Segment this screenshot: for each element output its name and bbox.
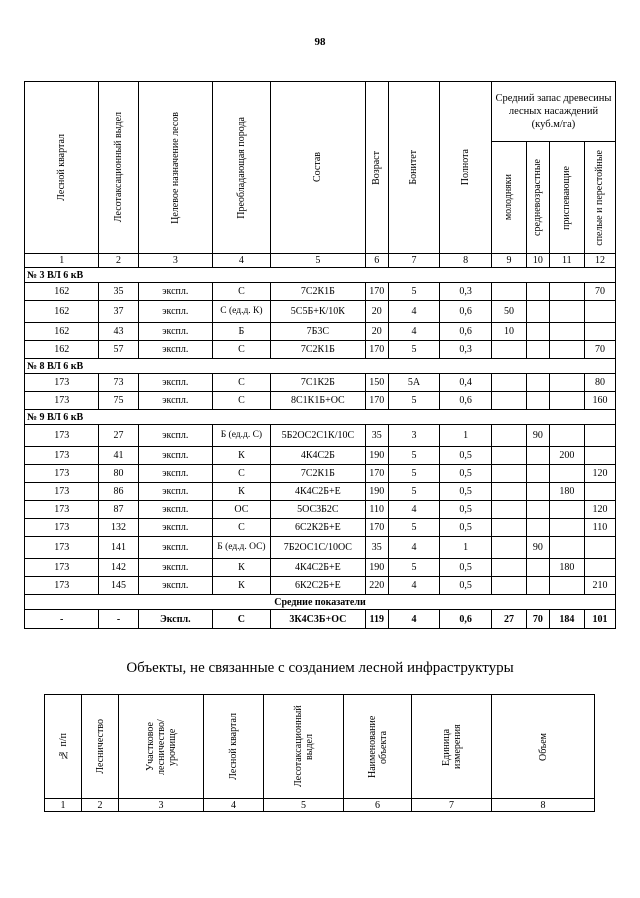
table-cell: С (ед.д. К) — [213, 301, 271, 323]
table-cell: 190 — [365, 559, 388, 577]
table-cell — [527, 519, 550, 537]
table-cell: 0,3 — [440, 341, 492, 359]
table-cell: 145 — [99, 577, 138, 595]
col-number: 6 — [344, 799, 412, 812]
table-cell — [527, 501, 550, 519]
table-cell — [549, 301, 584, 323]
table-cell: экспл. — [138, 425, 212, 447]
table-cell — [527, 559, 550, 577]
table-cell: 162 — [25, 341, 99, 359]
table-cell: 86 — [99, 483, 138, 501]
table-cell: экспл. — [138, 323, 212, 341]
table-cell: 0,5 — [440, 559, 492, 577]
table-cell: 57 — [99, 341, 138, 359]
group-header-row — [25, 410, 616, 425]
average-cell: - — [25, 610, 99, 629]
table-cell: 120 — [584, 501, 615, 519]
col-number: 2 — [82, 799, 119, 812]
group-title: № 9 ВЛ 6 кВ — [25, 410, 616, 425]
table-cell: 120 — [584, 465, 615, 483]
table-cell: 173 — [25, 447, 99, 465]
table-row — [25, 501, 616, 519]
table-cell: К — [213, 483, 271, 501]
header-kvartal: Лесной квартал — [204, 695, 264, 799]
average-cell: - — [99, 610, 138, 629]
objects-table — [44, 694, 595, 812]
table-row — [25, 425, 616, 447]
table-cell — [491, 341, 526, 359]
table-cell — [527, 341, 550, 359]
section-title: Объекты, не связанные с созданием лесной инфраструктуры — [126, 660, 514, 676]
table-row — [25, 577, 616, 595]
table-cell: экспл. — [138, 577, 212, 595]
group-title: № 3 ВЛ 6 кВ — [25, 268, 616, 283]
table-cell: экспл. — [138, 447, 212, 465]
table-cell — [491, 425, 526, 447]
header-molodnyaki: молодняки — [491, 142, 526, 254]
col-number: 2 — [99, 254, 138, 268]
table-cell: 6К2С2Б+Е — [270, 577, 365, 595]
table-cell: 173 — [25, 392, 99, 410]
col-number: 10 — [527, 254, 550, 268]
table-cell: 1 — [440, 425, 492, 447]
table-cell: 173 — [25, 537, 99, 559]
average-cell: С — [213, 610, 271, 629]
header-prispevayushchie: приспевающие — [549, 142, 584, 254]
table-cell: 1 — [440, 537, 492, 559]
table-cell: 200 — [549, 447, 584, 465]
header-vydel: Лесотаксационный выдел — [264, 695, 344, 799]
average-cell: 0,6 — [440, 610, 492, 629]
table-cell: ОС — [213, 501, 271, 519]
col-number: 9 — [491, 254, 526, 268]
average-cell: Экспл. — [138, 610, 212, 629]
average-cell: 119 — [365, 610, 388, 629]
table-cell — [584, 323, 615, 341]
table-cell: 0,6 — [440, 323, 492, 341]
table-cell: 173 — [25, 465, 99, 483]
header-zapas: Средний запас древесины лесных насаждений (куб.м/га) — [491, 82, 615, 142]
table-cell — [527, 301, 550, 323]
header-vozrast: Возраст — [365, 82, 388, 254]
table-cell — [527, 392, 550, 410]
table-cell: 180 — [549, 559, 584, 577]
table-cell: экспл. — [138, 465, 212, 483]
table-cell: 0,5 — [440, 483, 492, 501]
table-cell: 5 — [388, 392, 440, 410]
column-numbers-row — [45, 799, 595, 812]
table-cell: 0,5 — [440, 447, 492, 465]
average-cell: 4 — [388, 610, 440, 629]
table-cell: 170 — [365, 392, 388, 410]
table-cell — [584, 537, 615, 559]
table-cell: 35 — [365, 425, 388, 447]
table-cell: 150 — [365, 374, 388, 392]
table-cell — [491, 447, 526, 465]
table-cell — [491, 483, 526, 501]
table-cell: 4К4С2Б — [270, 447, 365, 465]
table-cell: 0,5 — [440, 519, 492, 537]
table-cell: 170 — [365, 341, 388, 359]
table-body — [25, 268, 616, 595]
table-cell: 160 — [584, 392, 615, 410]
table-cell: экспл. — [138, 519, 212, 537]
group-title: № 8 ВЛ 6 кВ — [25, 359, 616, 374]
col-number: 8 — [440, 254, 492, 268]
table-cell: 4 — [388, 301, 440, 323]
table-cell — [491, 537, 526, 559]
table-cell: 173 — [25, 425, 99, 447]
table-cell: 7С2К1Б — [270, 283, 365, 301]
group-header-row — [25, 359, 616, 374]
col-number: 7 — [388, 254, 440, 268]
table-cell: экспл. — [138, 374, 212, 392]
table-cell: С — [213, 519, 271, 537]
header-edinica: Единица измерения — [412, 695, 492, 799]
table-cell: экспл. — [138, 501, 212, 519]
header-sostav: Состав — [270, 82, 365, 254]
average-cell: 3К4С3Б+ОС — [270, 610, 365, 629]
table-cell: 180 — [549, 483, 584, 501]
table-cell — [527, 283, 550, 301]
table-cell — [549, 577, 584, 595]
table-cell: Б — [213, 323, 271, 341]
table-cell: 210 — [584, 577, 615, 595]
table-cell: 6С2К2Б+Е — [270, 519, 365, 537]
table-cell: 7Б2ОС1С/10ОС — [270, 537, 365, 559]
table-cell: 110 — [584, 519, 615, 537]
table-cell: 110 — [365, 501, 388, 519]
table-cell — [491, 559, 526, 577]
table-cell: 141 — [99, 537, 138, 559]
table-cell: 0,3 — [440, 283, 492, 301]
table-cell: 37 — [99, 301, 138, 323]
table-cell — [527, 577, 550, 595]
table-cell: 170 — [365, 465, 388, 483]
table-cell: 5 — [388, 341, 440, 359]
table-cell: 170 — [365, 519, 388, 537]
table-cell: 4К4С2Б+Е — [270, 483, 365, 501]
table-cell — [584, 483, 615, 501]
table-cell: 0,6 — [440, 301, 492, 323]
table-row — [25, 283, 616, 301]
table-cell: Б (ед.д. С) — [213, 425, 271, 447]
table-cell — [527, 323, 550, 341]
header-obem: Объем — [492, 695, 595, 799]
page-number: 98 — [314, 36, 326, 48]
table-cell: 4 — [388, 537, 440, 559]
table-cell — [549, 374, 584, 392]
table-cell: 162 — [25, 323, 99, 341]
table-cell: 35 — [365, 537, 388, 559]
group-header-row — [25, 268, 616, 283]
table-cell: 50 — [491, 301, 526, 323]
table-cell: 5 — [388, 559, 440, 577]
table-cell — [549, 519, 584, 537]
table-cell: С — [213, 392, 271, 410]
table-row — [25, 483, 616, 501]
table-cell: 8С1К1Б+ОС — [270, 392, 365, 410]
table-cell: 4 — [388, 323, 440, 341]
table-cell — [549, 425, 584, 447]
table-cell: 132 — [99, 519, 138, 537]
table-cell: 162 — [25, 283, 99, 301]
header-naimenovanie: Наименование объекта — [344, 695, 412, 799]
table-cell: 4 — [388, 501, 440, 519]
table-cell: 5 — [388, 483, 440, 501]
col-number: 6 — [365, 254, 388, 268]
table-row — [25, 323, 616, 341]
table-cell: 70 — [584, 283, 615, 301]
average-title: Средние показатели — [25, 595, 616, 610]
table-cell: 0,5 — [440, 577, 492, 595]
table-cell: экспл. — [138, 559, 212, 577]
table-cell: 80 — [99, 465, 138, 483]
header-spelye: спелые и перестойные — [584, 142, 615, 254]
table-cell: 173 — [25, 577, 99, 595]
table-cell: 90 — [527, 537, 550, 559]
table-row — [25, 341, 616, 359]
table-cell: 43 — [99, 323, 138, 341]
forest-stands-table — [24, 81, 616, 629]
col-number: 3 — [138, 254, 212, 268]
table-cell — [491, 577, 526, 595]
table-cell — [527, 447, 550, 465]
table-row — [25, 537, 616, 559]
table-cell: 7С2К1Б — [270, 341, 365, 359]
table-cell: 173 — [25, 483, 99, 501]
table-cell: 173 — [25, 559, 99, 577]
table-cell: С — [213, 283, 271, 301]
table-cell: 5А — [388, 374, 440, 392]
table-cell — [584, 301, 615, 323]
header-uchastkovoe: Участковое лесничество/урочище — [119, 695, 204, 799]
table-cell: 162 — [25, 301, 99, 323]
table-cell: 27 — [99, 425, 138, 447]
table-cell: 5 — [388, 519, 440, 537]
col-number: 11 — [549, 254, 584, 268]
table-cell: 190 — [365, 483, 388, 501]
table-cell: экспл. — [138, 301, 212, 323]
table-cell: 10 — [491, 323, 526, 341]
col-number: 12 — [584, 254, 615, 268]
table-cell: 5 — [388, 447, 440, 465]
table-cell — [549, 392, 584, 410]
average-cell: 184 — [549, 610, 584, 629]
table-cell: 5ОС3Б2С — [270, 501, 365, 519]
table-cell: 142 — [99, 559, 138, 577]
table-cell: 5 — [388, 283, 440, 301]
table-cell — [549, 465, 584, 483]
table-cell: 35 — [99, 283, 138, 301]
table-cell — [491, 519, 526, 537]
col-number: 1 — [45, 799, 82, 812]
table-cell — [527, 483, 550, 501]
table-cell — [584, 425, 615, 447]
table-row — [25, 559, 616, 577]
table-cell: 70 — [584, 341, 615, 359]
table-cell — [491, 374, 526, 392]
table-cell: 0,4 — [440, 374, 492, 392]
table-cell: экспл. — [138, 283, 212, 301]
table-row — [25, 519, 616, 537]
table-row — [25, 301, 616, 323]
table-cell: 73 — [99, 374, 138, 392]
table-cell: К — [213, 559, 271, 577]
average-cell: 101 — [584, 610, 615, 629]
table-cell — [491, 501, 526, 519]
table-cell: экспл. — [138, 341, 212, 359]
col-number: 3 — [119, 799, 204, 812]
table-row — [25, 392, 616, 410]
header-bonitet: Бонитет — [388, 82, 440, 254]
table-cell: К — [213, 577, 271, 595]
table-cell: 0,5 — [440, 501, 492, 519]
table-cell — [549, 537, 584, 559]
header-polnota: Полнота — [440, 82, 492, 254]
table-cell: 4К4С2Б+Е — [270, 559, 365, 577]
col-number: 1 — [25, 254, 99, 268]
header-srednevozrastnye: средневозрастные — [527, 142, 550, 254]
table-cell — [491, 465, 526, 483]
table-cell: 87 — [99, 501, 138, 519]
table-cell: экспл. — [138, 483, 212, 501]
table-cell: 3 — [388, 425, 440, 447]
average-cell: 70 — [527, 610, 550, 629]
col-number: 4 — [204, 799, 264, 812]
table-cell: 173 — [25, 519, 99, 537]
table-cell: 173 — [25, 501, 99, 519]
table-cell: Б (ед.д. ОС) — [213, 537, 271, 559]
table-cell: 0,5 — [440, 465, 492, 483]
table-cell — [549, 341, 584, 359]
table-cell: С — [213, 341, 271, 359]
average-cell: 27 — [491, 610, 526, 629]
table-cell: 7С2К1Б — [270, 465, 365, 483]
table-cell: 7С1К2Б — [270, 374, 365, 392]
header-poroda: Преобладающая порода — [213, 82, 271, 254]
table-cell: С — [213, 465, 271, 483]
average-row — [25, 610, 616, 629]
header-nomer: № п/п — [45, 695, 82, 799]
table-cell: 190 — [365, 447, 388, 465]
table-cell — [549, 501, 584, 519]
table-cell — [549, 283, 584, 301]
col-number: 5 — [264, 799, 344, 812]
table-cell — [527, 465, 550, 483]
header-naznachenie: Целевое назначение лесов — [138, 82, 212, 254]
table-cell: 75 — [99, 392, 138, 410]
header-vydel: Лесотаксационный выдел — [99, 82, 138, 254]
table-cell: 0,6 — [440, 392, 492, 410]
table-cell — [491, 283, 526, 301]
table-cell: 173 — [25, 374, 99, 392]
col-number: 7 — [412, 799, 492, 812]
column-numbers-row — [25, 254, 616, 268]
header-lesnichestvo: Лесничество — [82, 695, 119, 799]
table-cell: 170 — [365, 283, 388, 301]
table-cell: экспл. — [138, 537, 212, 559]
table-cell: 7Б3С — [270, 323, 365, 341]
table-cell: 220 — [365, 577, 388, 595]
header-kvartal: Лесной квартал — [25, 82, 99, 254]
table-cell — [584, 447, 615, 465]
table-cell: С — [213, 374, 271, 392]
table-cell: 90 — [527, 425, 550, 447]
table-cell: 41 — [99, 447, 138, 465]
table-cell: 20 — [365, 323, 388, 341]
table-cell — [527, 374, 550, 392]
table-row — [25, 447, 616, 465]
table-cell: 5Б2ОС2С1К/10С — [270, 425, 365, 447]
table-row — [25, 465, 616, 483]
table-cell: 5 — [388, 465, 440, 483]
col-number: 8 — [492, 799, 595, 812]
col-number: 5 — [270, 254, 365, 268]
table-cell — [584, 559, 615, 577]
table-cell: 4 — [388, 577, 440, 595]
table-cell: 20 — [365, 301, 388, 323]
table-cell: К — [213, 447, 271, 465]
table-row — [25, 374, 616, 392]
table-cell: 5С5Б+К/10К — [270, 301, 365, 323]
table-cell: экспл. — [138, 392, 212, 410]
table-cell: 80 — [584, 374, 615, 392]
col-number: 4 — [213, 254, 271, 268]
table-cell — [491, 392, 526, 410]
table-cell — [549, 323, 584, 341]
